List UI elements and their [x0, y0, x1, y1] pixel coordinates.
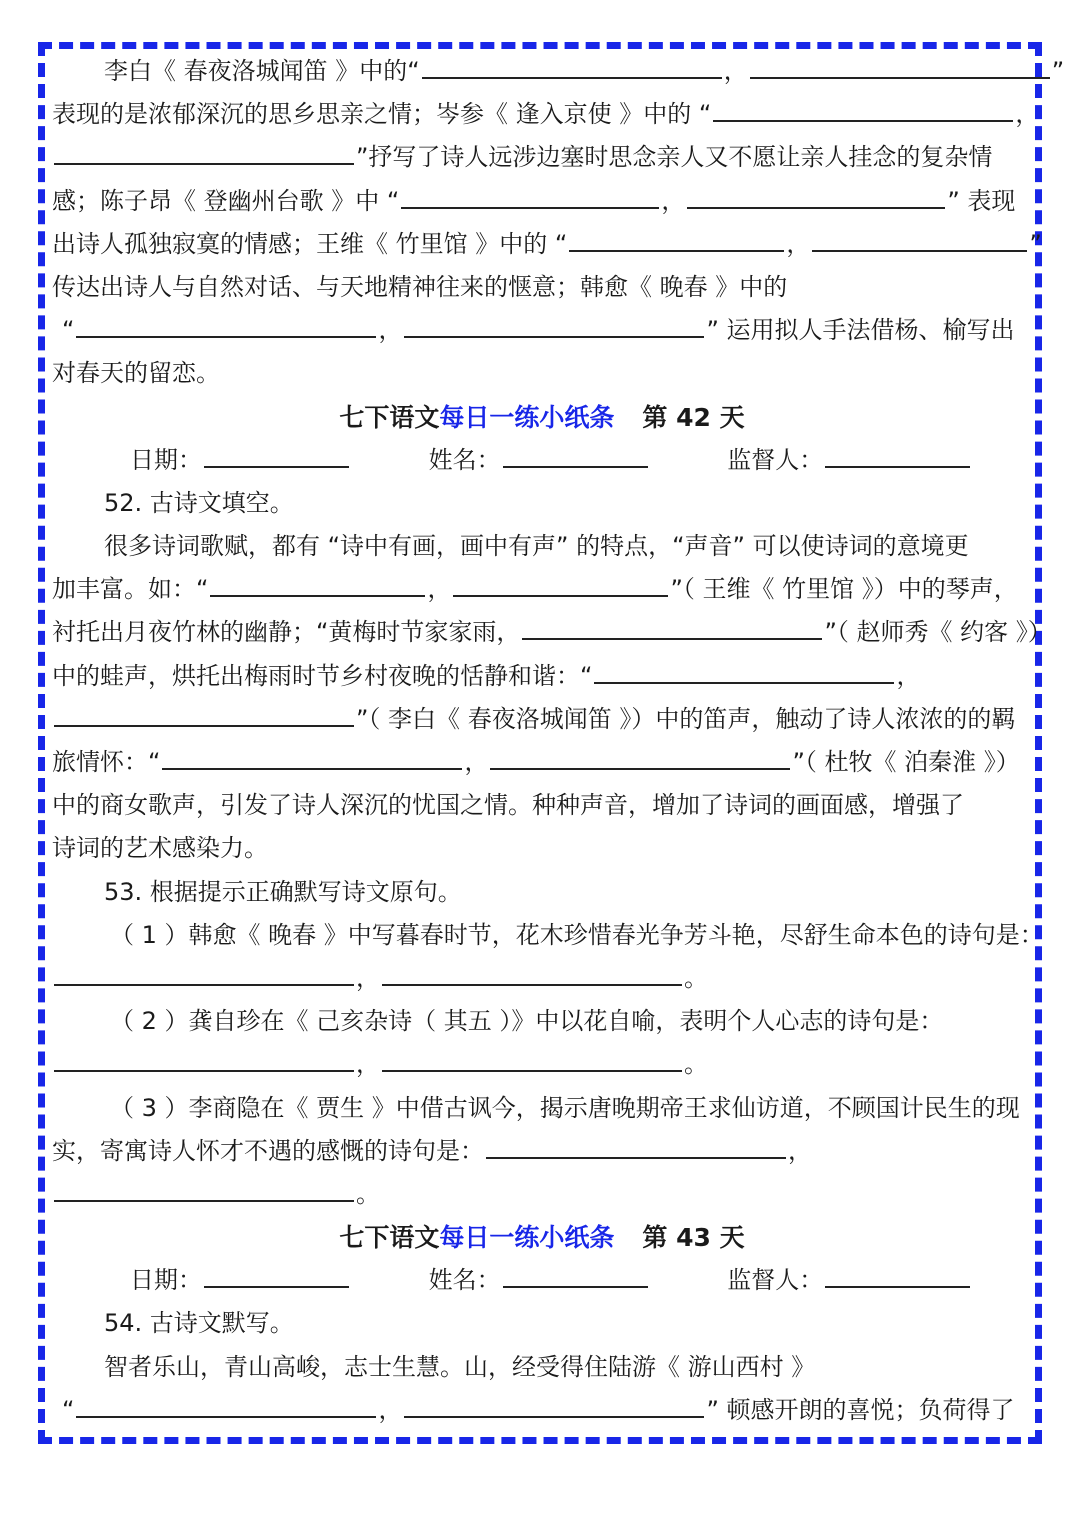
text: 智者乐山，青山高峻，志士生慧。山，经受得住陆游《 游山西村 》 [104, 1352, 816, 1381]
text-line [52, 957, 1032, 1000]
text: “ [62, 316, 75, 345]
text: 李白《 春夜洛城闻笛 》中的“ [104, 57, 420, 85]
text-line [52, 914, 1044, 957]
text-line [52, 136, 1032, 179]
text: ， [723, 57, 748, 85]
text: ， [378, 1395, 403, 1424]
text: ”抒写了诗人远涉边塞时思念亲人又不愿让亲人挂念的复杂情 [356, 143, 993, 172]
text-line [52, 741, 1032, 784]
answer-blank[interactable] [54, 964, 354, 986]
answer-blank[interactable] [453, 575, 668, 597]
text-line [52, 1173, 1032, 1216]
heading-text: 七下语文 [339, 1223, 440, 1253]
answer-blank[interactable] [210, 575, 425, 597]
answer-blank[interactable] [54, 1050, 354, 1072]
answer-blank[interactable] [522, 618, 822, 640]
answer-blank[interactable] [76, 1396, 376, 1418]
text: ， [896, 661, 921, 690]
heading-accent-text: 每日一练小纸条 [439, 402, 615, 432]
answer-blank[interactable] [401, 187, 659, 209]
question-title [52, 1302, 1032, 1345]
worksheet-content [52, 50, 1065, 1432]
text-line [52, 1389, 1032, 1432]
text-line [52, 1000, 1032, 1043]
text: ” 表现 [947, 186, 1016, 215]
text: 54. 古诗文默写。 [104, 1309, 294, 1338]
text-line [52, 611, 1052, 654]
text: 出诗人孤独寂寞的情感；王维《 竹里馆 》中的 “ [52, 229, 568, 258]
text: ， [788, 1136, 812, 1165]
text: 对春天的留恋。 [52, 359, 220, 388]
date-label: 日期： [130, 445, 202, 474]
text: 表现的是浓郁深沉的思乡思亲之情；岑参《 逢入京使 》中的 “ [52, 100, 712, 129]
text: ”（ 杜牧《 泊秦淮 》） [792, 748, 1020, 776]
name-label: 姓名： [428, 445, 501, 474]
text: ” [1051, 57, 1065, 85]
heading-accent-text: 每日一练小纸条 [439, 1223, 615, 1253]
meta-row [52, 439, 1032, 482]
text: ”（ 赵师秀《 约客 》） [824, 618, 1052, 647]
answer-blank[interactable] [486, 1137, 786, 1159]
text: ， [378, 316, 403, 345]
supervisor-field[interactable] [825, 446, 970, 468]
answer-blank[interactable] [162, 748, 462, 770]
answer-blank[interactable] [382, 1050, 682, 1072]
text: 感；陈子昂《 登幽州台歌 》中 “ [52, 186, 400, 215]
text-line [52, 568, 1032, 611]
text: ” [1029, 229, 1042, 258]
answer-blank[interactable] [76, 316, 376, 338]
text: 旅情怀：“ [52, 748, 161, 776]
text: ”（ 王维《 竹里馆 》）中的琴声， [670, 575, 1018, 604]
answer-blank[interactable] [750, 57, 1050, 79]
text-line [52, 50, 1065, 93]
name-field[interactable] [503, 446, 648, 468]
meta-row [52, 1259, 1032, 1302]
text: ， [356, 963, 380, 992]
text: 衬托出月夜竹林的幽静；“黄梅时节家家雨， [52, 618, 521, 647]
answer-blank[interactable] [569, 230, 784, 252]
answer-blank[interactable] [490, 748, 790, 770]
text: 传达出诗人与自然对话、与天地精神往来的惬意；韩愈《 晚春 》中的 [52, 272, 788, 301]
text-line [52, 1087, 1032, 1130]
text: 中的蛙声，烘托出梅雨时节乡村夜晚的恬静和谐：“ [52, 661, 593, 690]
text: 53. 根据提示正确默写诗文原句。 [104, 877, 462, 906]
supervisor-label: 监督人： [727, 1266, 824, 1295]
heading-text: 七下语文 [339, 402, 440, 432]
text-line [52, 525, 1032, 568]
text: 。 [684, 963, 708, 992]
answer-blank[interactable] [404, 1396, 704, 1418]
supervisor-field[interactable] [825, 1266, 970, 1288]
section-heading-day42 [52, 396, 1032, 439]
text: 52. 古诗文填空。 [104, 488, 294, 517]
text-line [52, 827, 1032, 870]
text: 中的商女歌声，引发了诗人深沉的忧国之情。种种声音，增加了诗词的画面感，增强了 [52, 791, 964, 820]
text: “ [62, 1395, 75, 1424]
answer-blank[interactable] [54, 1180, 354, 1202]
text: ， [356, 1050, 380, 1079]
text-line [52, 266, 1032, 309]
answer-blank[interactable] [54, 143, 354, 165]
text-line [52, 93, 1040, 136]
answer-blank[interactable] [382, 964, 682, 986]
text-line [52, 1130, 1032, 1173]
date-field[interactable] [204, 1266, 349, 1288]
text-line [52, 352, 1032, 395]
answer-blank[interactable] [594, 662, 894, 684]
text: 诗词的艺术感染力。 [52, 834, 268, 863]
date-field[interactable] [204, 446, 349, 468]
supervisor-label: 监督人： [727, 445, 824, 474]
text: ， [464, 748, 489, 776]
text: ” 顿感开朗的喜悦；负荷得了 [706, 1395, 1015, 1424]
answer-blank[interactable] [713, 100, 1013, 122]
name-field[interactable] [503, 1266, 648, 1288]
name-label: 姓名： [428, 1266, 501, 1295]
answer-blank[interactable] [404, 316, 704, 338]
text-line [52, 1043, 1032, 1086]
text-line [52, 309, 1032, 352]
answer-blank[interactable] [422, 57, 722, 79]
text: ， [1015, 100, 1040, 129]
answer-blank[interactable] [687, 187, 945, 209]
text: 很多诗词歌赋，都有 “诗中有画，画中有声” 的特点，“声音” 可以使诗词的意境更 [104, 532, 969, 561]
day-number: 第 43 天 [642, 1223, 745, 1253]
text: ， [786, 229, 811, 258]
text: 加丰富。如：“ [52, 575, 209, 604]
text: （ 3 ）李商隐在《 贾生 》中借古讽今，揭示唐晚期帝王求仙访道，不顾国计民生的现 [110, 1093, 1020, 1122]
section-heading-day43 [52, 1216, 1032, 1259]
text-line [52, 1346, 1032, 1389]
text-line [52, 698, 1032, 741]
text: 。 [356, 1179, 380, 1208]
answer-blank[interactable] [812, 230, 1027, 252]
text: ”（ 李白《 春夜洛城闻笛 》）中的笛声，触动了诗人浓浓的的羁 [356, 704, 1016, 733]
answer-blank[interactable] [54, 705, 354, 727]
text: ， [427, 575, 452, 604]
text: 。 [684, 1050, 708, 1079]
text-line [52, 180, 1032, 223]
text: ” 运用拟人手法借杨、榆写出 [706, 316, 1015, 345]
text: （ 1 ）韩愈《 晚春 》中写暮春时节，花木珍惜春光争芳斗艳，尽舒生命本色的诗句是： [110, 920, 1044, 949]
text: （ 2 ）龚自珍在《 己亥杂诗（ 其五 ）》中以花自喻，表明个人心志的诗句是： [110, 1007, 944, 1036]
date-label: 日期： [130, 1266, 202, 1295]
day-number: 第 42 天 [642, 402, 745, 432]
text-line [52, 655, 1032, 698]
text: 实，寄寓诗人怀才不遇的感慨的诗句是： [52, 1136, 484, 1165]
question-title [52, 871, 1032, 914]
text-line [52, 223, 1042, 266]
text-line [52, 784, 1032, 827]
text: ， [661, 186, 686, 215]
question-title [52, 482, 1032, 525]
